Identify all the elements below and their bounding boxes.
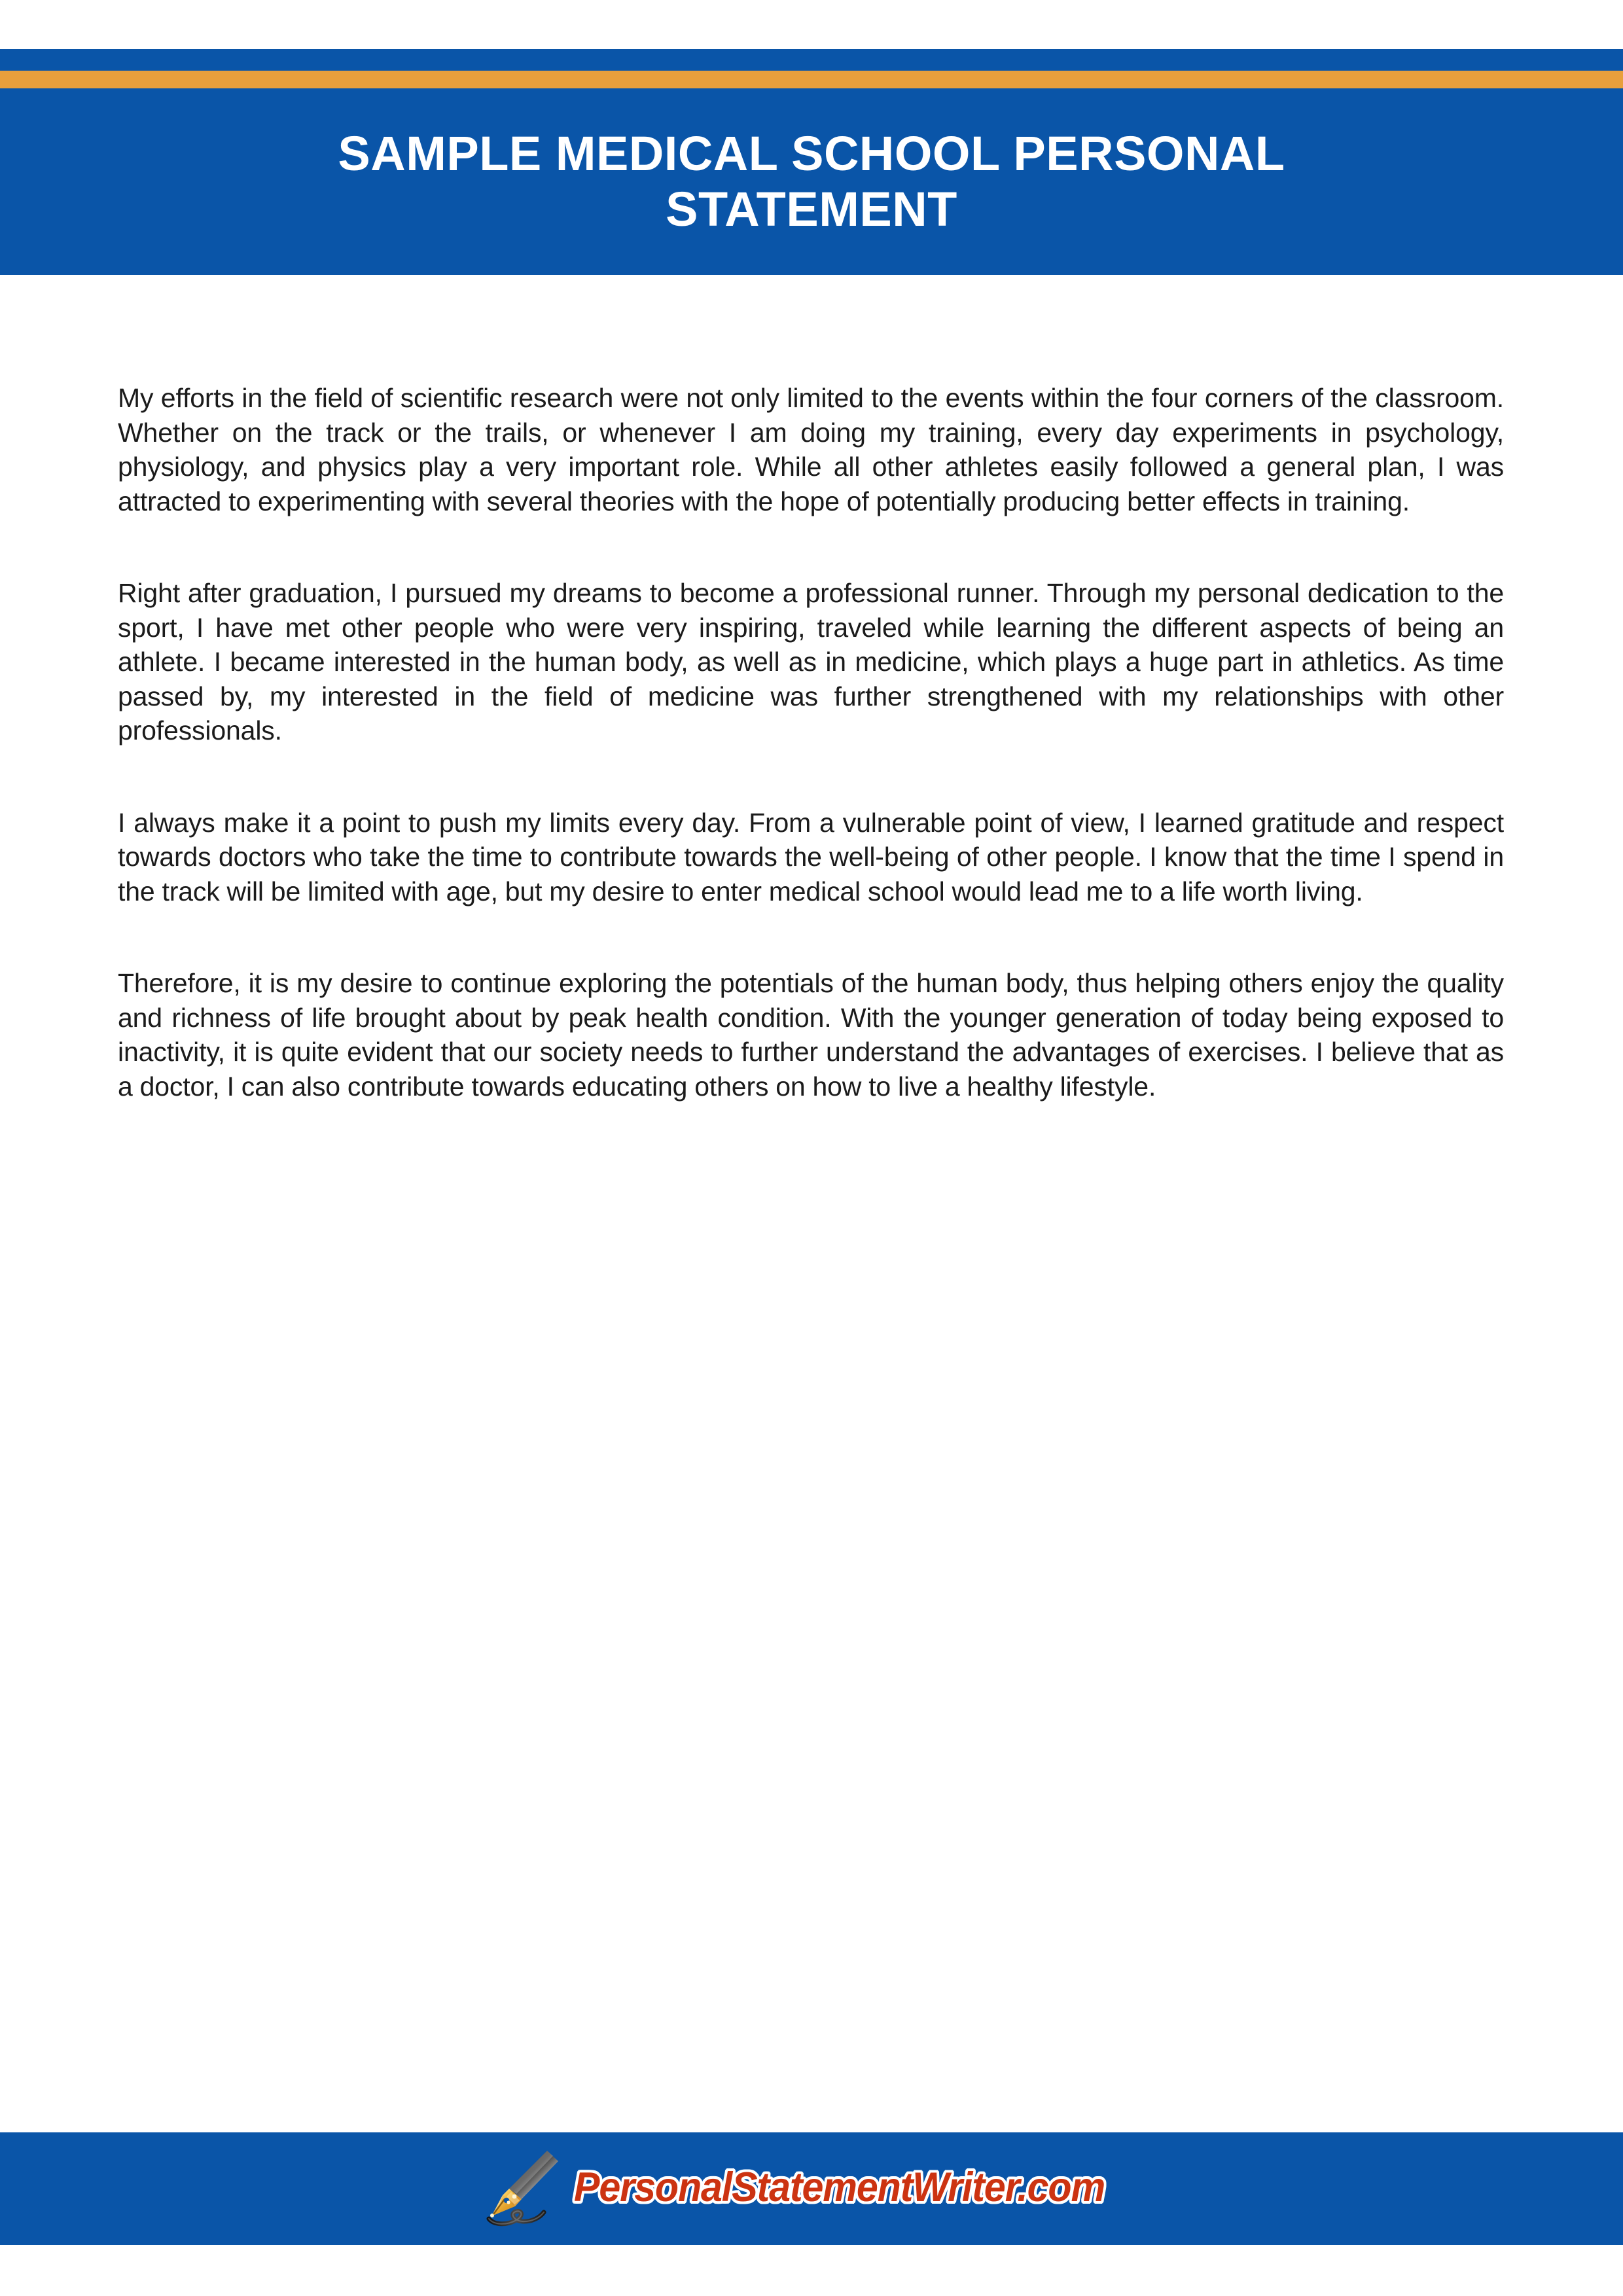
page-title: SAMPLE MEDICAL SCHOOL PERSONAL STATEMENT	[338, 126, 1285, 236]
document-header-banner	[0, 49, 1623, 275]
header-title-container	[0, 88, 1623, 275]
fountain-pen-icon	[485, 2148, 567, 2227]
essay-paragraph-2: Right after graduation, I pursued my dreams to become a professional runner. Through my personal dedication to the sport, I have met other people who were very inspiring, traveled while learning the different aspects of being an athlete. I became interested in the human body, as well as in medicine, which plays a huge part in athletics. As time passed by, my interested in the field of medicine was further strengthened with my relationships with other professionals.	[118, 578, 1504, 745]
essay-paragraph-3: I always make it a point to push my limits every day. From a vulnerable point of view, I learned gratitude and respect towards doctors who take the time to contribute towards the well-being of other people. I know that the time I spend in the track will be limited with age, but my desire to enter medical school would lead me to a life worth living.	[118, 807, 1504, 906]
essay-body	[118, 381, 1504, 1103]
document-footer-banner	[0, 2132, 1623, 2245]
essay-paragraph-4: Therefore, it is my desire to continue exploring the potentials of the human body, thus helping others enjoy the quality and richness of life brought about by peak health condition. With the younger generation of today being exposed to inactivity, it is quite evident that our society needs to further understand the advantages of exercises. I believe that as a doctor, I can also contribute towards educating others on how to live a healthy lifestyle.	[118, 968, 1504, 1102]
essay-paragraph-1: My efforts in the field of scientific research were not only limited to the events within the four corners of the classroom. Whether on the track or the trails, or whenever I am doing my training, every day experiments in psychology, physiology, and physics play a very important role. While all other athletes easily followed a general plan, I was attracted to experimenting with several theories with the hope of potentially producing better effects in training.	[118, 383, 1504, 516]
header-accent-rule	[0, 71, 1623, 88]
site-logo[interactable]	[485, 2148, 1139, 2227]
site-logo-text[interactable]: PersonalStatementWriter.com	[573, 2164, 1105, 2210]
